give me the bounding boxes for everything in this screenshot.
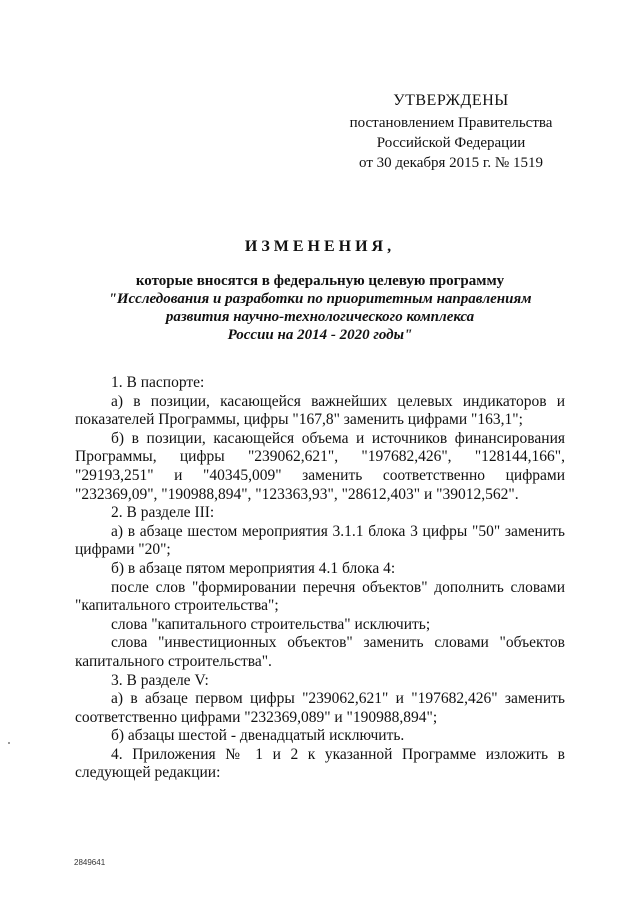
paragraph-1b: б) в позиции, касающейся объема и источников финансирования Программы, цифры "239062,621", "197682,426", "128144,166", "29193,251" и "40345,009" заменить соответственно цифрами "232369,09", "190988,894", "123363,93", "28612,403" и "39012,562".	[75, 429, 565, 503]
document-code: 2849641	[74, 858, 106, 867]
document-title: ИЗМЕНЕНИЯ,	[244, 238, 396, 255]
title-line-4: России на 2014 - 2020 годы"	[227, 327, 413, 343]
approval-block	[336, 91, 566, 173]
paragraph-2b: б) в абзаце пятом мероприятия 4.1 блока 4:	[111, 559, 396, 577]
title-block	[70, 238, 570, 344]
paragraph-2b-3: слова "инвестиционных объектов" заменить словами "объектов капитального строительства".	[75, 634, 565, 670]
approval-heading: УТВЕРЖДЕНЫ	[393, 92, 509, 109]
title-line-1: которые вносятся в федеральную целевую программу	[135, 273, 505, 289]
approval-line-3: от 30 декабря 2015 г. № 1519	[359, 155, 543, 171]
paragraph-2b-1: после слов "формировании перечня объектов" дополнить словами "капитального строительства";	[75, 578, 565, 615]
document-body	[75, 374, 565, 783]
paragraph-2: 2. В разделе III:	[111, 504, 215, 522]
paragraph-1: 1. В паспорте:	[111, 374, 205, 391]
paragraph-4: 4. Приложения № 1 и 2 к указанной Программе изложить в следующей редакции:	[75, 745, 565, 782]
paragraph-3: 3. В разделе V:	[111, 671, 209, 689]
approval-line-2: Российской Федерации	[376, 135, 526, 151]
title-line-3: развития научно-технологического комплекса	[165, 309, 475, 325]
approval-line-1: постановлением Правительства	[349, 115, 553, 131]
paragraph-3b: б) абзацы шестой - двенадцатый исключить.	[111, 727, 405, 745]
scan-mark	[8, 742, 10, 744]
paragraph-3a: а) в абзаце первом цифры "239062,621" и "197682,426" заменить соответственно цифрами "232369,089" и "190988,894";	[75, 690, 565, 726]
paragraph-1a: а) в позиции, касающейся важнейших целевых индикаторов и показателей Программы, цифры "167,8" заменить цифрами "163,1";	[75, 392, 565, 429]
paragraph-2a: а) в абзаце шестом мероприятия 3.1.1 блока 3 цифры "50" заменить цифрами "20";	[75, 522, 565, 559]
paragraph-2b-2: слова "капитального строительства" исключить;	[111, 615, 431, 633]
title-line-2: "Исследования и разработки по приоритетным направлениям	[108, 291, 532, 307]
